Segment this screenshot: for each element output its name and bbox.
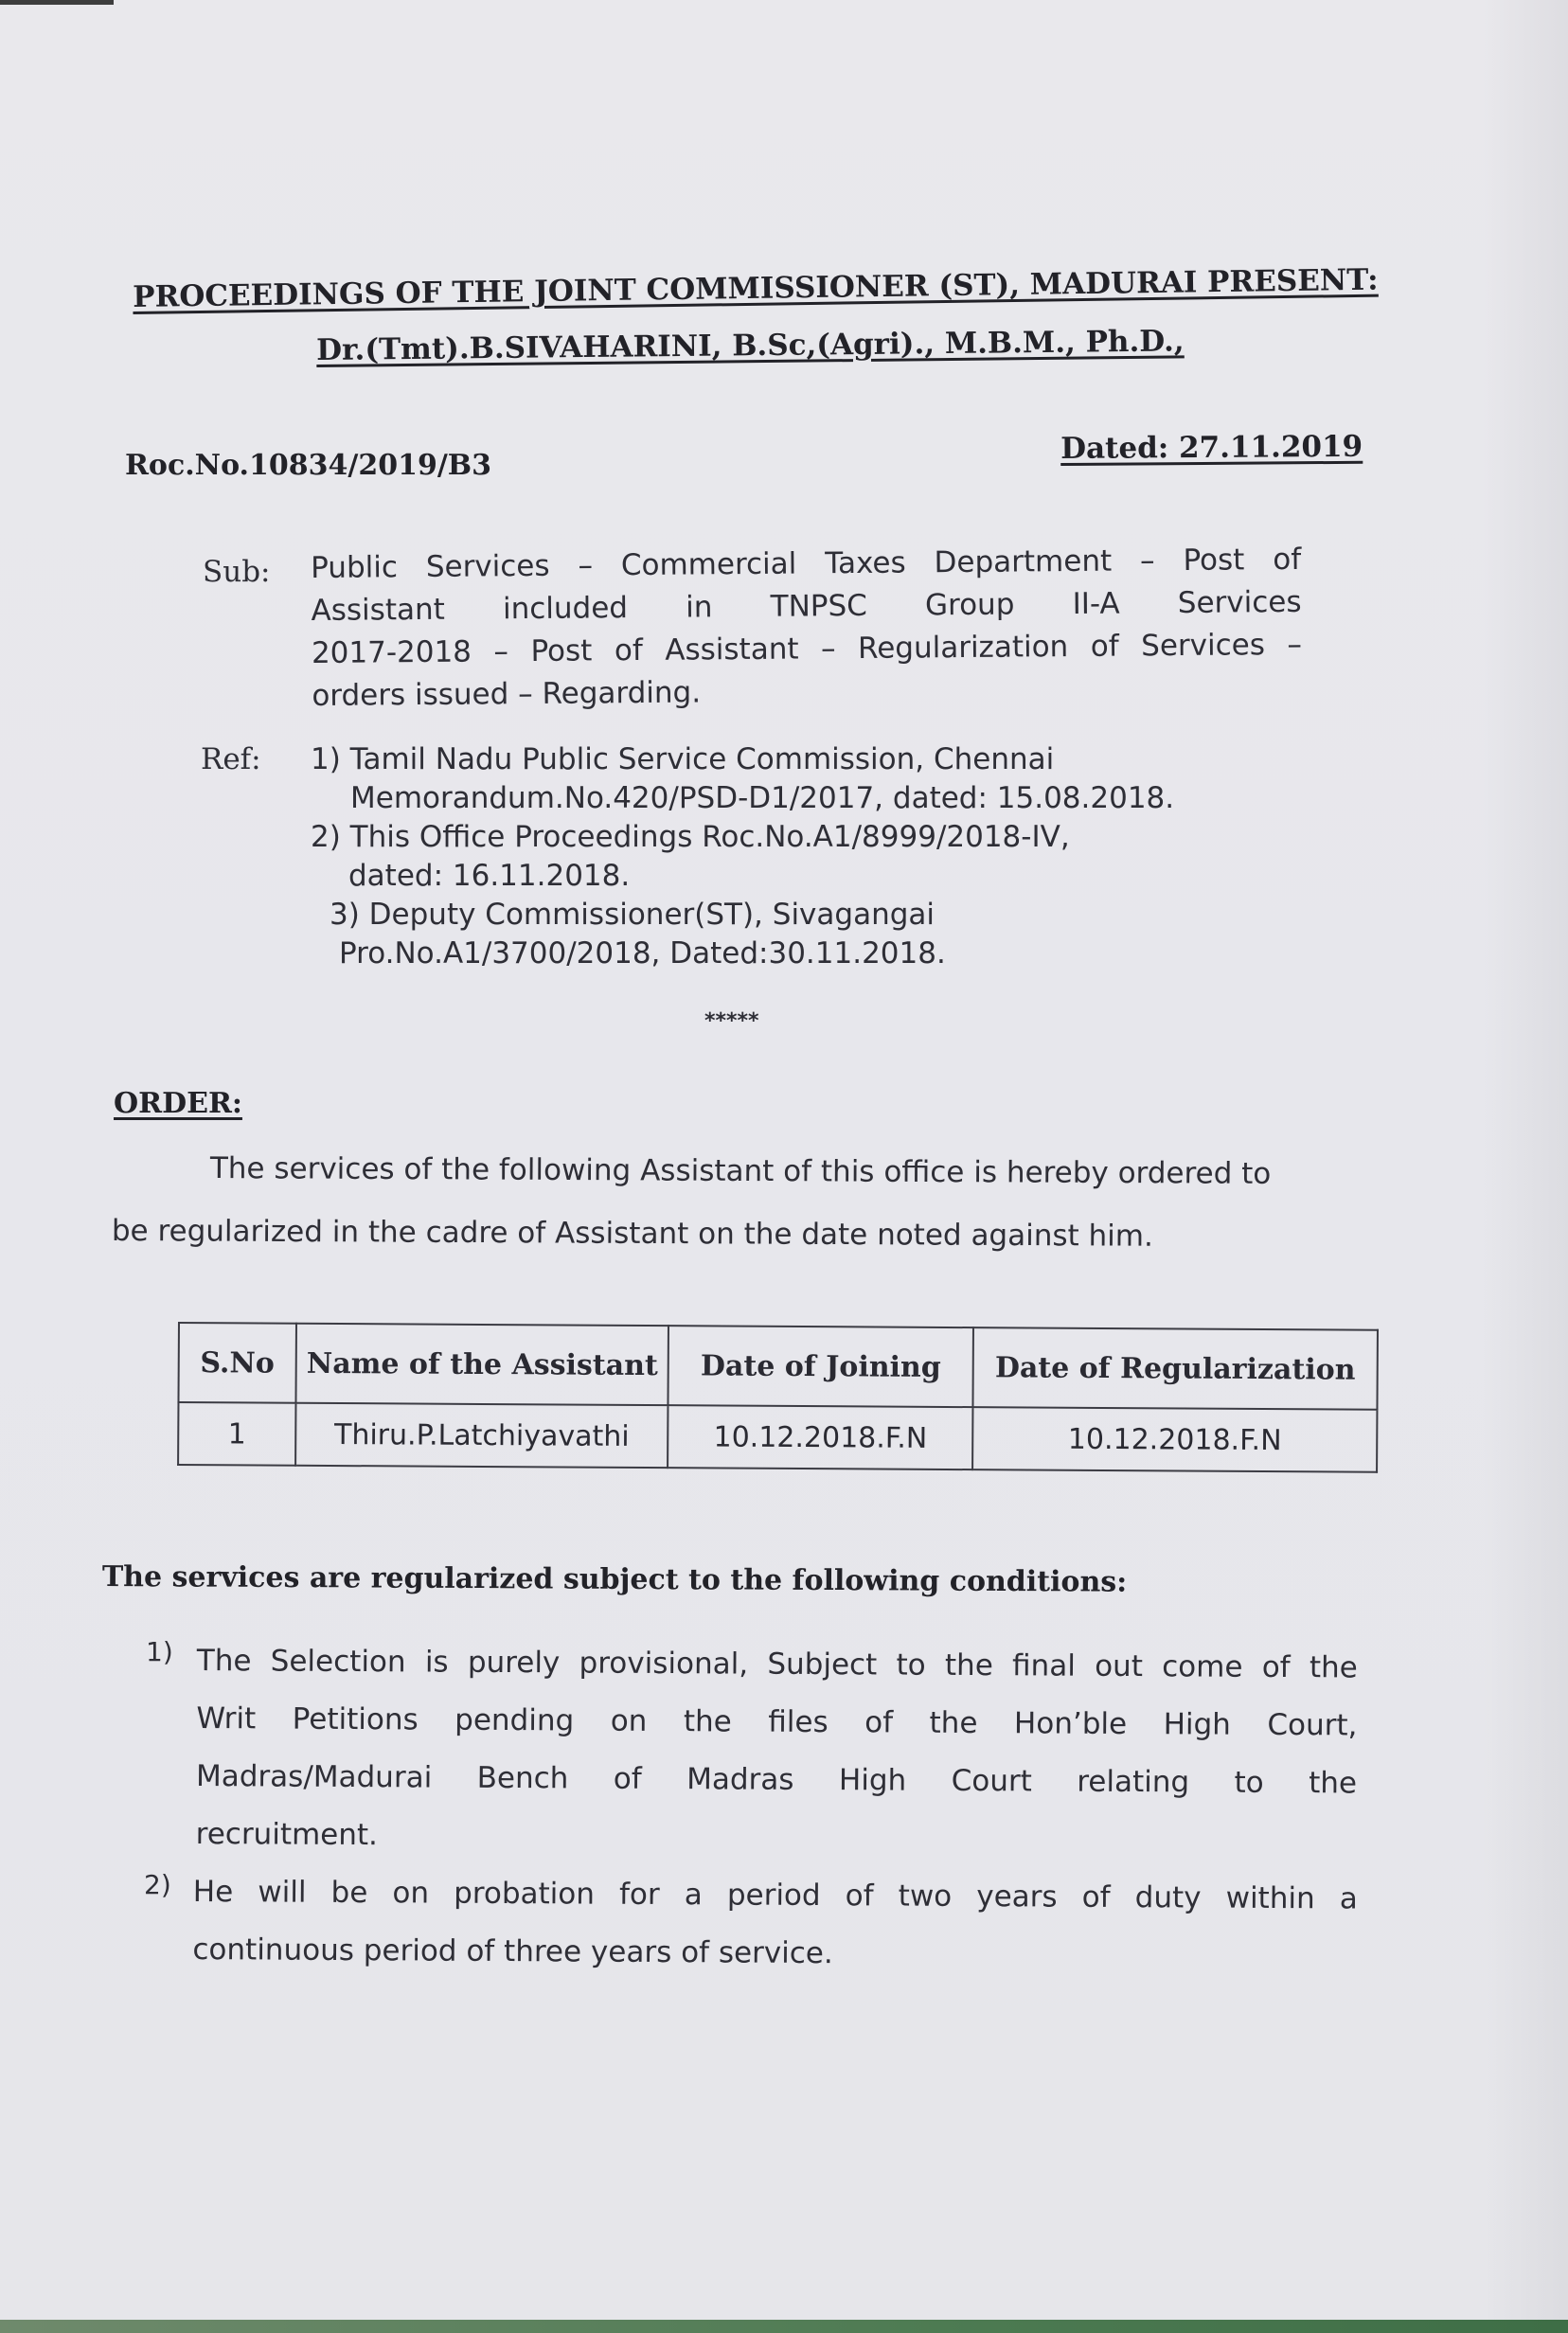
condition-number: 1)	[146, 1636, 173, 1667]
col-header-regularization: Date of Regularization	[972, 1327, 1378, 1410]
condition-line: Writ Petitions pending on the files of the Hon’ble High Court,	[196, 1701, 1358, 1743]
ref-line: Memorandum.No.420/PSD-D1/2017, dated: 15.08.2018.	[350, 781, 1175, 815]
ref-line: Pro.No.A1/3700/2018, Dated:30.11.2018.	[339, 936, 946, 971]
condition-line: The Selection is purely provisional, Subject to the final out come of the	[196, 1643, 1358, 1685]
table-header-row	[178, 1323, 1377, 1410]
col-header-name: Name of the Assistant	[295, 1324, 668, 1405]
separator-stars: *****	[704, 1009, 759, 1033]
order-para-line2: be regularized in the cadre of Assistant on the date noted against him.	[111, 1214, 1154, 1254]
ref-line: 2) This Office Proceedings Roc.No.A1/8999/2018-IV,	[311, 820, 1070, 854]
order-heading: ORDER:	[114, 1087, 242, 1120]
table-row	[178, 1402, 1377, 1472]
condition-number: 2)	[144, 1869, 171, 1900]
subject-line: Public Services – Commercial Taxes Department – Post of	[311, 542, 1302, 585]
ref-label: Ref:	[201, 742, 261, 776]
cell-regularization: 10.12.2018.F.N	[972, 1407, 1377, 1472]
col-header-sno: S.No	[178, 1323, 295, 1403]
proceedings-title: PROCEEDINGS OF THE JOINT COMMISSIONER (ST), MADURAI PRESENT:	[133, 262, 1379, 314]
cell-joining: 10.12.2018.F.N	[668, 1405, 972, 1469]
scan-bottom-edge	[0, 2320, 1568, 2333]
condition-line: recruitment.	[195, 1816, 379, 1853]
cell-sno: 1	[178, 1402, 295, 1466]
conditions-heading: The services are regularized subject to the following conditions:	[101, 1560, 1128, 1599]
ref-line: 3) Deputy Commissioner(ST), Sivagangai	[330, 898, 935, 932]
subject-block	[311, 539, 1303, 718]
cell-name: Thiru.P.Latchiyavathi	[295, 1403, 668, 1468]
ref-line: dated: 16.11.2018.	[348, 859, 631, 893]
list-item	[142, 1867, 1363, 1990]
subject-line: orders issued – Regarding.	[312, 675, 702, 713]
ref-line: 1) Tamil Nadu Public Service Commission, Chennai	[311, 742, 1055, 776]
dated: Dated: 27.11.2019	[1060, 429, 1363, 466]
condition-line: He will be on probation for a period of two years of duty within a	[192, 1874, 1358, 1916]
regularization-table	[177, 1322, 1379, 1473]
page-shadow	[1483, 0, 1568, 2333]
ref-block	[311, 740, 1314, 973]
scan-edge	[0, 0, 114, 5]
roc-number: Roc.No.10834/2019/B3	[125, 449, 492, 482]
list-item	[142, 1632, 1363, 1867]
condition-line: Madras/Madurai Bench of Madras High Court relating to the	[195, 1758, 1358, 1801]
conditions-list	[142, 1632, 1363, 1990]
officer-name: Dr.(Tmt).B.SIVAHARINI, B.Sc,(Agri)., M.B.M., Ph.D.,	[316, 324, 1185, 367]
col-header-joining: Date of Joining	[668, 1326, 973, 1407]
subject-line: Assistant included in TNPSC Group II-A Services	[311, 584, 1302, 628]
subject-label: Sub:	[203, 555, 271, 589]
subject-line: 2017-2018 – Post of Assistant – Regularization of Services –	[311, 627, 1303, 670]
order-para-line1: The services of the following Assistant of this office is hereby ordered to	[209, 1151, 1272, 1191]
condition-line: continuous period of three years of service.	[192, 1932, 833, 1971]
